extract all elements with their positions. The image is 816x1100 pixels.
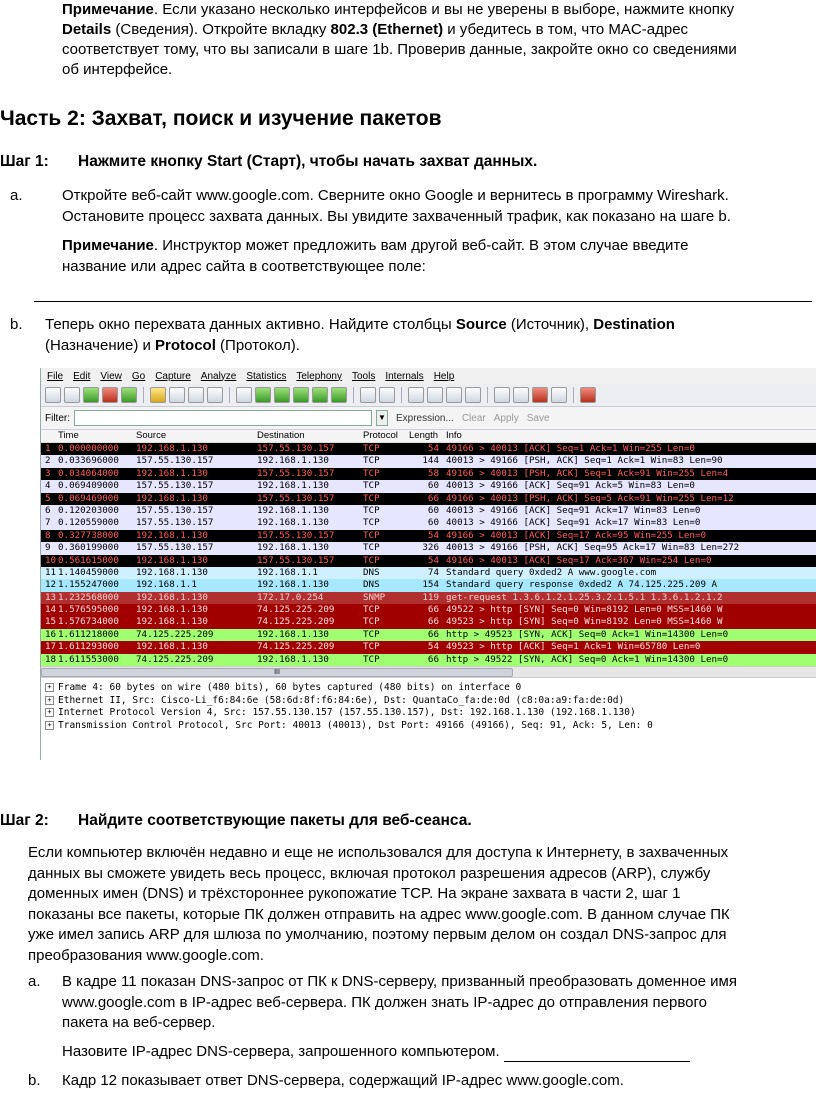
item-b-line1: Теперь окно перехвата данных активно. Найдите столбцы Source (Источник), Destination <box>45 316 675 333</box>
packet-protocol: TCP <box>363 455 380 467</box>
packet-row[interactable] <box>41 517 816 529</box>
packet-source: 157.55.130.157 <box>136 517 214 529</box>
packet-length: 74 <box>427 566 439 578</box>
go-back-icon[interactable] <box>255 387 271 403</box>
menu-telephony[interactable]: Telephony <box>296 370 342 382</box>
packet-info: 49166 > 40013 [PSH, ACK] Seq=1 Ack=91 Win=255 Len=4 <box>446 467 729 479</box>
packet-length: 60 <box>427 480 439 492</box>
resize-columns-icon[interactable] <box>465 387 481 403</box>
packet-info: 40013 > 49166 [ACK] Seq=91 Ack=5 Win=83 Len=0 <box>446 480 695 492</box>
packet-source: 192.168.1.130 <box>136 529 208 541</box>
packet-time: 1.611293000 <box>58 641 119 653</box>
packet-info: 49522 > http [SYN] Seq=0 Win=8192 Len=0 MSS=1460 W <box>446 604 723 616</box>
coloring-rules-icon[interactable] <box>532 387 548 403</box>
packet-time: 0.120203000 <box>58 504 119 516</box>
zoom-normal-icon[interactable] <box>446 387 462 403</box>
packet-protocol: TCP <box>363 492 380 504</box>
packet-length: 119 <box>422 591 439 603</box>
packet-no: 16 <box>45 628 57 640</box>
step2-paragraph-line: преобразования www.google.com. <box>28 946 264 964</box>
packet-row[interactable] <box>41 555 816 567</box>
preferences-icon[interactable] <box>551 387 567 403</box>
packet-length: 144 <box>422 455 439 467</box>
packet-protocol: TCP <box>363 616 380 628</box>
packet-no: 12 <box>45 579 57 591</box>
packet-info: 40013 > 49166 [PSH, ACK] Seq=95 Ack=17 Win=83 Len=272 <box>446 542 740 554</box>
zoom-in-icon[interactable] <box>408 387 424 403</box>
packet-destination: 192.168.1.130 <box>257 504 329 516</box>
packet-destination: 74.125.225.209 <box>257 641 335 653</box>
step2-a-line: пакета на веб-сервер. <box>62 1014 216 1031</box>
packet-protocol: DNS <box>363 579 380 591</box>
packet-time: 0.120559000 <box>58 517 119 529</box>
packet-source: 192.168.1.130 <box>136 443 208 454</box>
top-note-line4: об интерфейсе. <box>62 61 173 78</box>
packet-source: 192.168.1.130 <box>136 591 208 603</box>
packet-length: 54 <box>427 554 439 566</box>
column-protocol[interactable]: Protocol <box>363 430 398 441</box>
expand-icon[interactable]: + <box>45 708 54 717</box>
detail-row[interactable] <box>41 720 816 733</box>
clear-button[interactable]: Clear <box>461 412 486 424</box>
packet-no: 6 <box>45 504 51 516</box>
packet-no: 3 <box>45 467 51 479</box>
step2-b-text: Кадр 12 показывает ответ DNS-сервера, содержащий IP-адрес www.google.com. <box>62 1072 624 1089</box>
packet-source: 157.55.130.157 <box>136 455 214 467</box>
packet-length: 54 <box>427 529 439 541</box>
packet-info: 40013 > 49166 [ACK] Seq=91 Ack=17 Win=83 Len=0 <box>446 517 701 529</box>
item-b-line2: (Назначение) и Protocol (Протокол). <box>45 337 300 354</box>
packet-source: 192.168.1.130 <box>136 566 208 578</box>
packet-info: Standard query response 0xded2 A 74.125.225.209 A <box>446 579 718 591</box>
packet-no: 10 <box>45 554 57 566</box>
item-a-note1: Примечание. Инструктор может предложить вам другой веб-сайт. В этом случае введите <box>62 237 689 254</box>
packet-source: 157.55.130.157 <box>136 504 214 516</box>
packet-source: 192.168.1.130 <box>136 554 208 566</box>
help-icon[interactable] <box>580 387 596 403</box>
packet-time: 0.033696000 <box>58 455 119 467</box>
packet-protocol: TCP <box>363 628 380 640</box>
packet-source: 192.168.1.1 <box>136 579 197 591</box>
item-b-marker: b. <box>10 316 23 333</box>
packet-protocol: TCP <box>363 604 380 616</box>
go-to-packet-icon[interactable] <box>293 387 309 403</box>
packet-destination: 192.168.1.130 <box>257 480 329 492</box>
stop-capture-icon[interactable] <box>102 387 118 403</box>
column-length[interactable]: Length <box>409 430 439 441</box>
packet-source: 157.55.130.157 <box>136 480 214 492</box>
packet-no: 18 <box>45 653 57 665</box>
packet-destination: 74.125.225.209 <box>257 604 335 616</box>
save-file-icon[interactable] <box>169 387 185 403</box>
go-forward-icon[interactable] <box>274 387 290 403</box>
packet-no: 13 <box>45 591 57 603</box>
packet-time: 0.327738000 <box>58 529 119 541</box>
filter-bar <box>41 407 816 430</box>
packet-no: 2 <box>45 455 51 467</box>
step2-num: Шаг 2: <box>0 812 49 829</box>
menu-edit[interactable]: Edit <box>73 370 91 382</box>
first-packet-icon[interactable] <box>312 387 328 403</box>
autoscroll-icon[interactable] <box>379 387 395 403</box>
menu-statistics[interactable]: Statistics <box>246 370 287 382</box>
step2-b-marker: b. <box>28 1072 41 1089</box>
open-file-icon[interactable] <box>150 387 166 403</box>
step2-a-question: Назовите IP-адрес DNS-сервера, запрошенного компьютером. <box>62 1042 690 1062</box>
packet-length: 326 <box>422 542 439 554</box>
packet-row[interactable] <box>41 493 816 505</box>
packet-protocol: TCP <box>363 641 380 653</box>
menu-file[interactable]: File <box>47 370 64 382</box>
packet-time: 1.611218000 <box>58 628 119 640</box>
packet-length: 66 <box>427 616 439 628</box>
menu-internals[interactable]: Internals <box>385 370 424 382</box>
packet-time: 0.360199000 <box>58 542 119 554</box>
packet-length: 58 <box>427 467 439 479</box>
packet-time: 0.034064000 <box>58 467 119 479</box>
packet-source: 74.125.225.209 <box>136 653 214 665</box>
packet-list-header <box>41 430 816 443</box>
packet-destination: 192.168.1.130 <box>257 579 329 591</box>
capture-filters-icon[interactable] <box>494 387 510 403</box>
packet-row[interactable] <box>41 604 816 616</box>
packet-destination: 192.168.1.130 <box>257 455 329 467</box>
column-time[interactable]: Time <box>58 430 79 441</box>
packet-source: 192.168.1.130 <box>136 616 208 628</box>
interfaces-icon[interactable] <box>45 387 61 403</box>
packet-destination: 192.168.1.130 <box>257 517 329 529</box>
packet-source: 157.55.130.157 <box>136 542 214 554</box>
filter-label: Filter: <box>45 412 70 424</box>
detail-text: Frame 4: 60 bytes on wire (480 bits), 60 bytes captured (480 bits) on interface 0 <box>58 682 522 694</box>
packet-protocol: TCP <box>363 443 380 454</box>
wireshark-window <box>40 368 816 760</box>
packet-row[interactable] <box>41 567 816 579</box>
column-destination[interactable]: Destination <box>257 430 305 441</box>
packet-row[interactable] <box>41 542 816 554</box>
packet-no: 5 <box>45 492 51 504</box>
part2-title: Часть 2: Захват, поиск и изучение пакетов <box>0 107 442 130</box>
packet-no: 17 <box>45 641 57 653</box>
packet-row[interactable] <box>41 455 816 467</box>
toolbar-separator <box>143 387 144 403</box>
detail-text: Internet Protocol Version 4, Src: 157.55.130.157 (157.55.130.157), Dst: 192.168.1.130 (192.168.1.130) <box>58 707 636 719</box>
close-file-icon[interactable] <box>188 387 204 403</box>
packet-destination: 192.168.1.130 <box>257 542 329 554</box>
colorize-icon[interactable] <box>360 387 376 403</box>
packet-length: 60 <box>427 517 439 529</box>
packet-info: http > 49522 [SYN, ACK] Seq=0 Ack=1 Win=14300 Len=0 <box>446 653 729 665</box>
item-a-line1: Откройте веб-сайт www.google.com. Сверните окно Google и вернитесь в программу Wireshark. <box>62 187 729 204</box>
expand-icon[interactable]: + <box>45 721 54 730</box>
answer-line <box>34 301 812 302</box>
expand-icon[interactable]: + <box>45 696 54 705</box>
column-info[interactable]: Info <box>446 430 462 441</box>
packet-source: 192.168.1.130 <box>136 641 208 653</box>
step2-a-line: www.google.com в IP-адрес веб-сервера. ПК должен знать IP-адрес до отправления первого <box>62 993 707 1011</box>
answer-blank[interactable] <box>504 1047 690 1062</box>
step2-paragraph-line: уже имел запись ARP для шлюза по умолчанию, поэтому первым делом он создал DNS-запрос для <box>28 926 727 943</box>
main-toolbar <box>41 384 816 407</box>
packet-protocol: TCP <box>363 480 380 492</box>
expand-icon[interactable]: + <box>45 683 54 692</box>
packet-time: 1.232568000 <box>58 591 119 603</box>
detail-row[interactable] <box>41 682 816 695</box>
menu-capture[interactable]: Capture <box>155 370 191 382</box>
packet-no: 11 <box>45 566 57 578</box>
save-button[interactable]: Save <box>526 412 550 424</box>
packet-source: 74.125.225.209 <box>136 628 214 640</box>
packet-time: 1.576734000 <box>58 616 119 628</box>
packet-length: 66 <box>427 628 439 640</box>
top-note-line3: соответствует тому, что вы записали в шаге 1b. Проверив данные, закройте окно со сведениями <box>62 41 737 58</box>
packet-row[interactable] <box>41 468 816 480</box>
packet-destination: 157.55.130.157 <box>257 492 335 504</box>
packet-row[interactable] <box>41 592 816 604</box>
step1-title: Нажмите кнопку Start (Старт), чтобы начать захват данных. <box>78 153 538 170</box>
packet-protocol: TCP <box>363 542 380 554</box>
item-a-marker: a. <box>10 187 23 204</box>
packet-length: 54 <box>427 641 439 653</box>
item-a-note2: название или адрес сайта в соответствующее поле: <box>62 258 426 275</box>
packet-destination: 172.17.0.254 <box>257 591 324 603</box>
start-capture-icon[interactable] <box>83 387 99 403</box>
detail-text: Transmission Control Protocol, Src Port: 40013 (40013), Dst Port: 49166 (49166), Seq: 91, Ack: 5, Len: 0 <box>58 719 653 731</box>
packet-row[interactable] <box>41 480 816 492</box>
menu-go[interactable]: Go <box>131 370 146 382</box>
restart-capture-icon[interactable] <box>121 387 137 403</box>
packet-row[interactable] <box>41 616 816 628</box>
packet-source: 192.168.1.130 <box>136 604 208 616</box>
packet-source: 192.168.1.130 <box>136 492 208 504</box>
packet-destination: 192.168.1.1 <box>257 566 318 578</box>
packet-length: 54 <box>427 443 439 454</box>
packet-protocol: TCP <box>363 554 380 566</box>
packet-protocol: TCP <box>363 653 380 665</box>
step2-a-marker: a. <box>28 973 41 990</box>
packet-protocol: DNS <box>363 566 380 578</box>
step2-paragraph-line: доменных имен (DNS) и трёхстороннее рукопожатие TCP. На экране захвата в части 2, шаг 1 <box>28 885 681 902</box>
packet-no: 8 <box>45 529 51 541</box>
packet-info: 49166 > 40013 [ACK] Seq=17 Ack=95 Win=255 Len=0 <box>446 529 706 541</box>
packet-info: 49523 > http [ACK] Seq=1 Ack=1 Win=65780 Len=0 <box>446 641 701 653</box>
packet-time: 0.561615000 <box>58 554 119 566</box>
detail-text: Ethernet II, Src: Cisco-Li_f6:84:6e (58:6d:8f:f6:84:6e), Dst: QuantaCo_fa:de:0d (c8:0a:a9:fa:de:0d) <box>58 694 625 706</box>
packet-info: 49166 > 40013 [ACK] Seq=17 Ack=367 Win=254 Len=0 <box>446 554 712 566</box>
packet-length: 60 <box>427 504 439 516</box>
step2-paragraph-line: показаны все пакеты, которые ПК должен отправить на адрес www.google.com. В данном случае ПК <box>28 905 730 923</box>
step2-paragraph-line: данных вы сможете увидеть весь процесс, включая протокол разрешения адресов (ARP), службу <box>28 864 711 882</box>
find-packet-icon[interactable] <box>236 387 252 403</box>
packet-no: 14 <box>45 604 57 616</box>
packet-info: 49166 > 40013 [ACK] Seq=1 Ack=1 Win=255 Len=0 <box>446 443 695 454</box>
packet-time: 0.000000000 <box>58 443 119 454</box>
filter-input[interactable] <box>74 410 372 426</box>
toolbar-separator <box>573 387 574 403</box>
packet-destination: 157.55.130.157 <box>257 554 335 566</box>
packet-protocol: TCP <box>363 504 380 516</box>
packet-time: 1.155247000 <box>58 579 119 591</box>
horizontal-scrollbar[interactable] <box>41 666 816 678</box>
packet-protocol: TCP <box>363 517 380 529</box>
column-source[interactable]: Source <box>136 430 167 441</box>
packet-no: 7 <box>45 517 51 529</box>
toolbar-separator <box>401 387 402 403</box>
expression-button[interactable]: Expression... <box>396 412 454 424</box>
step2-a-line: В кадре 11 показан DNS-запрос от ПК к DNS-серверу, призванный преобразовать доменное имя <box>62 973 737 990</box>
packet-destination: 157.55.130.157 <box>257 467 335 479</box>
packet-length: 66 <box>427 604 439 616</box>
step1-num: Шаг 1: <box>0 153 49 170</box>
packet-protocol: TCP <box>363 529 380 541</box>
packet-info: get-request 1.3.6.1.2.1.25.3.2.1.5.1 1.3.6.1.2.1.2 <box>446 591 723 603</box>
packet-length: 154 <box>422 579 439 591</box>
packet-destination: 192.168.1.130 <box>257 653 329 665</box>
packet-info: Standard query 0xded2 A www.google.com <box>446 566 657 578</box>
toolbar-separator <box>229 387 230 403</box>
menu-analyze[interactable]: Analyze <box>200 370 237 382</box>
packet-destination: 157.55.130.157 <box>257 443 335 454</box>
detail-row[interactable] <box>41 707 816 720</box>
packet-row[interactable] <box>41 443 816 455</box>
note-label: Примечание <box>62 1 154 18</box>
packet-info: 49166 > 40013 [PSH, ACK] Seq=5 Ack=91 Win=255 Len=12 <box>446 492 734 504</box>
packet-time: 1.140459000 <box>58 566 119 578</box>
menu-tools[interactable]: Tools <box>351 370 376 382</box>
packet-no: 4 <box>45 480 51 492</box>
packet-time: 1.576595000 <box>58 604 119 616</box>
packet-row[interactable] <box>41 629 816 641</box>
step2-paragraph-line: Если компьютер включён недавно и еще не использовался для доступа к Интернету, в захваченных <box>28 844 729 861</box>
packet-destination: 74.125.225.209 <box>257 616 335 628</box>
reload-icon[interactable] <box>207 387 223 403</box>
packet-time: 0.069409000 <box>58 480 119 492</box>
packet-info: 40013 > 49166 [ACK] Seq=91 Ack=17 Win=83 Len=0 <box>446 504 701 516</box>
top-note-line1: Примечание. Если указано несколько интерфейсов и вы не уверены в выборе, нажмите кнопку <box>62 1 735 18</box>
packet-no: 1 <box>45 443 51 454</box>
options-icon[interactable] <box>64 387 80 403</box>
last-packet-icon[interactable] <box>331 387 347 403</box>
packet-destination: 157.55.130.157 <box>257 529 335 541</box>
packet-length: 66 <box>427 492 439 504</box>
apply-button[interactable]: Apply <box>493 412 519 424</box>
packet-info: 49523 > http [SYN] Seq=0 Win=8192 Len=0 MSS=1460 W <box>446 616 723 628</box>
display-filters-icon[interactable] <box>513 387 529 403</box>
packet-row[interactable] <box>41 505 816 517</box>
packet-row[interactable] <box>41 654 816 666</box>
packet-length: 66 <box>427 653 439 665</box>
packet-time: 1.611553000 <box>58 653 119 665</box>
item-a-line2: Остановите процесс захвата данных. Вы увидите захваченный трафик, как показано на шаге b. <box>62 208 731 225</box>
packet-list <box>41 443 816 666</box>
packet-source: 192.168.1.130 <box>136 467 208 479</box>
top-note-line2: Details (Сведения). Откройте вкладку 802.3 (Ethernet) и убедитесь в том, что MAC-адрес <box>62 21 689 38</box>
packet-time: 0.069469000 <box>58 492 119 504</box>
menu-view[interactable]: View <box>100 370 122 382</box>
menu-help[interactable]: Help <box>433 370 455 382</box>
detail-row[interactable] <box>41 695 816 708</box>
packet-info: 40013 > 49166 [PSH, ACK] Seq=1 Ack=1 Win=83 Len=90 <box>446 455 723 467</box>
step2-title: Найдите соответствующие пакеты для веб-сеанса. <box>78 812 472 829</box>
scrollbar-thumb[interactable]: III <box>41 668 513 677</box>
packet-no: 15 <box>45 616 57 628</box>
packet-info: http > 49523 [SYN, ACK] Seq=0 Ack=1 Win=14300 Len=0 <box>446 628 729 640</box>
packet-row[interactable] <box>41 530 816 542</box>
packet-protocol: SNMP <box>363 591 386 603</box>
packet-no: 9 <box>45 542 51 554</box>
packet-details <box>41 678 816 732</box>
packet-row[interactable] <box>41 641 816 653</box>
chevron-down-icon[interactable]: ▼ <box>376 410 388 426</box>
packet-destination: 192.168.1.130 <box>257 628 329 640</box>
packet-row[interactable] <box>41 579 816 591</box>
zoom-out-icon[interactable] <box>427 387 443 403</box>
toolbar-separator <box>487 387 488 403</box>
toolbar-separator <box>353 387 354 403</box>
menu-bar <box>41 368 816 384</box>
packet-protocol: TCP <box>363 467 380 479</box>
